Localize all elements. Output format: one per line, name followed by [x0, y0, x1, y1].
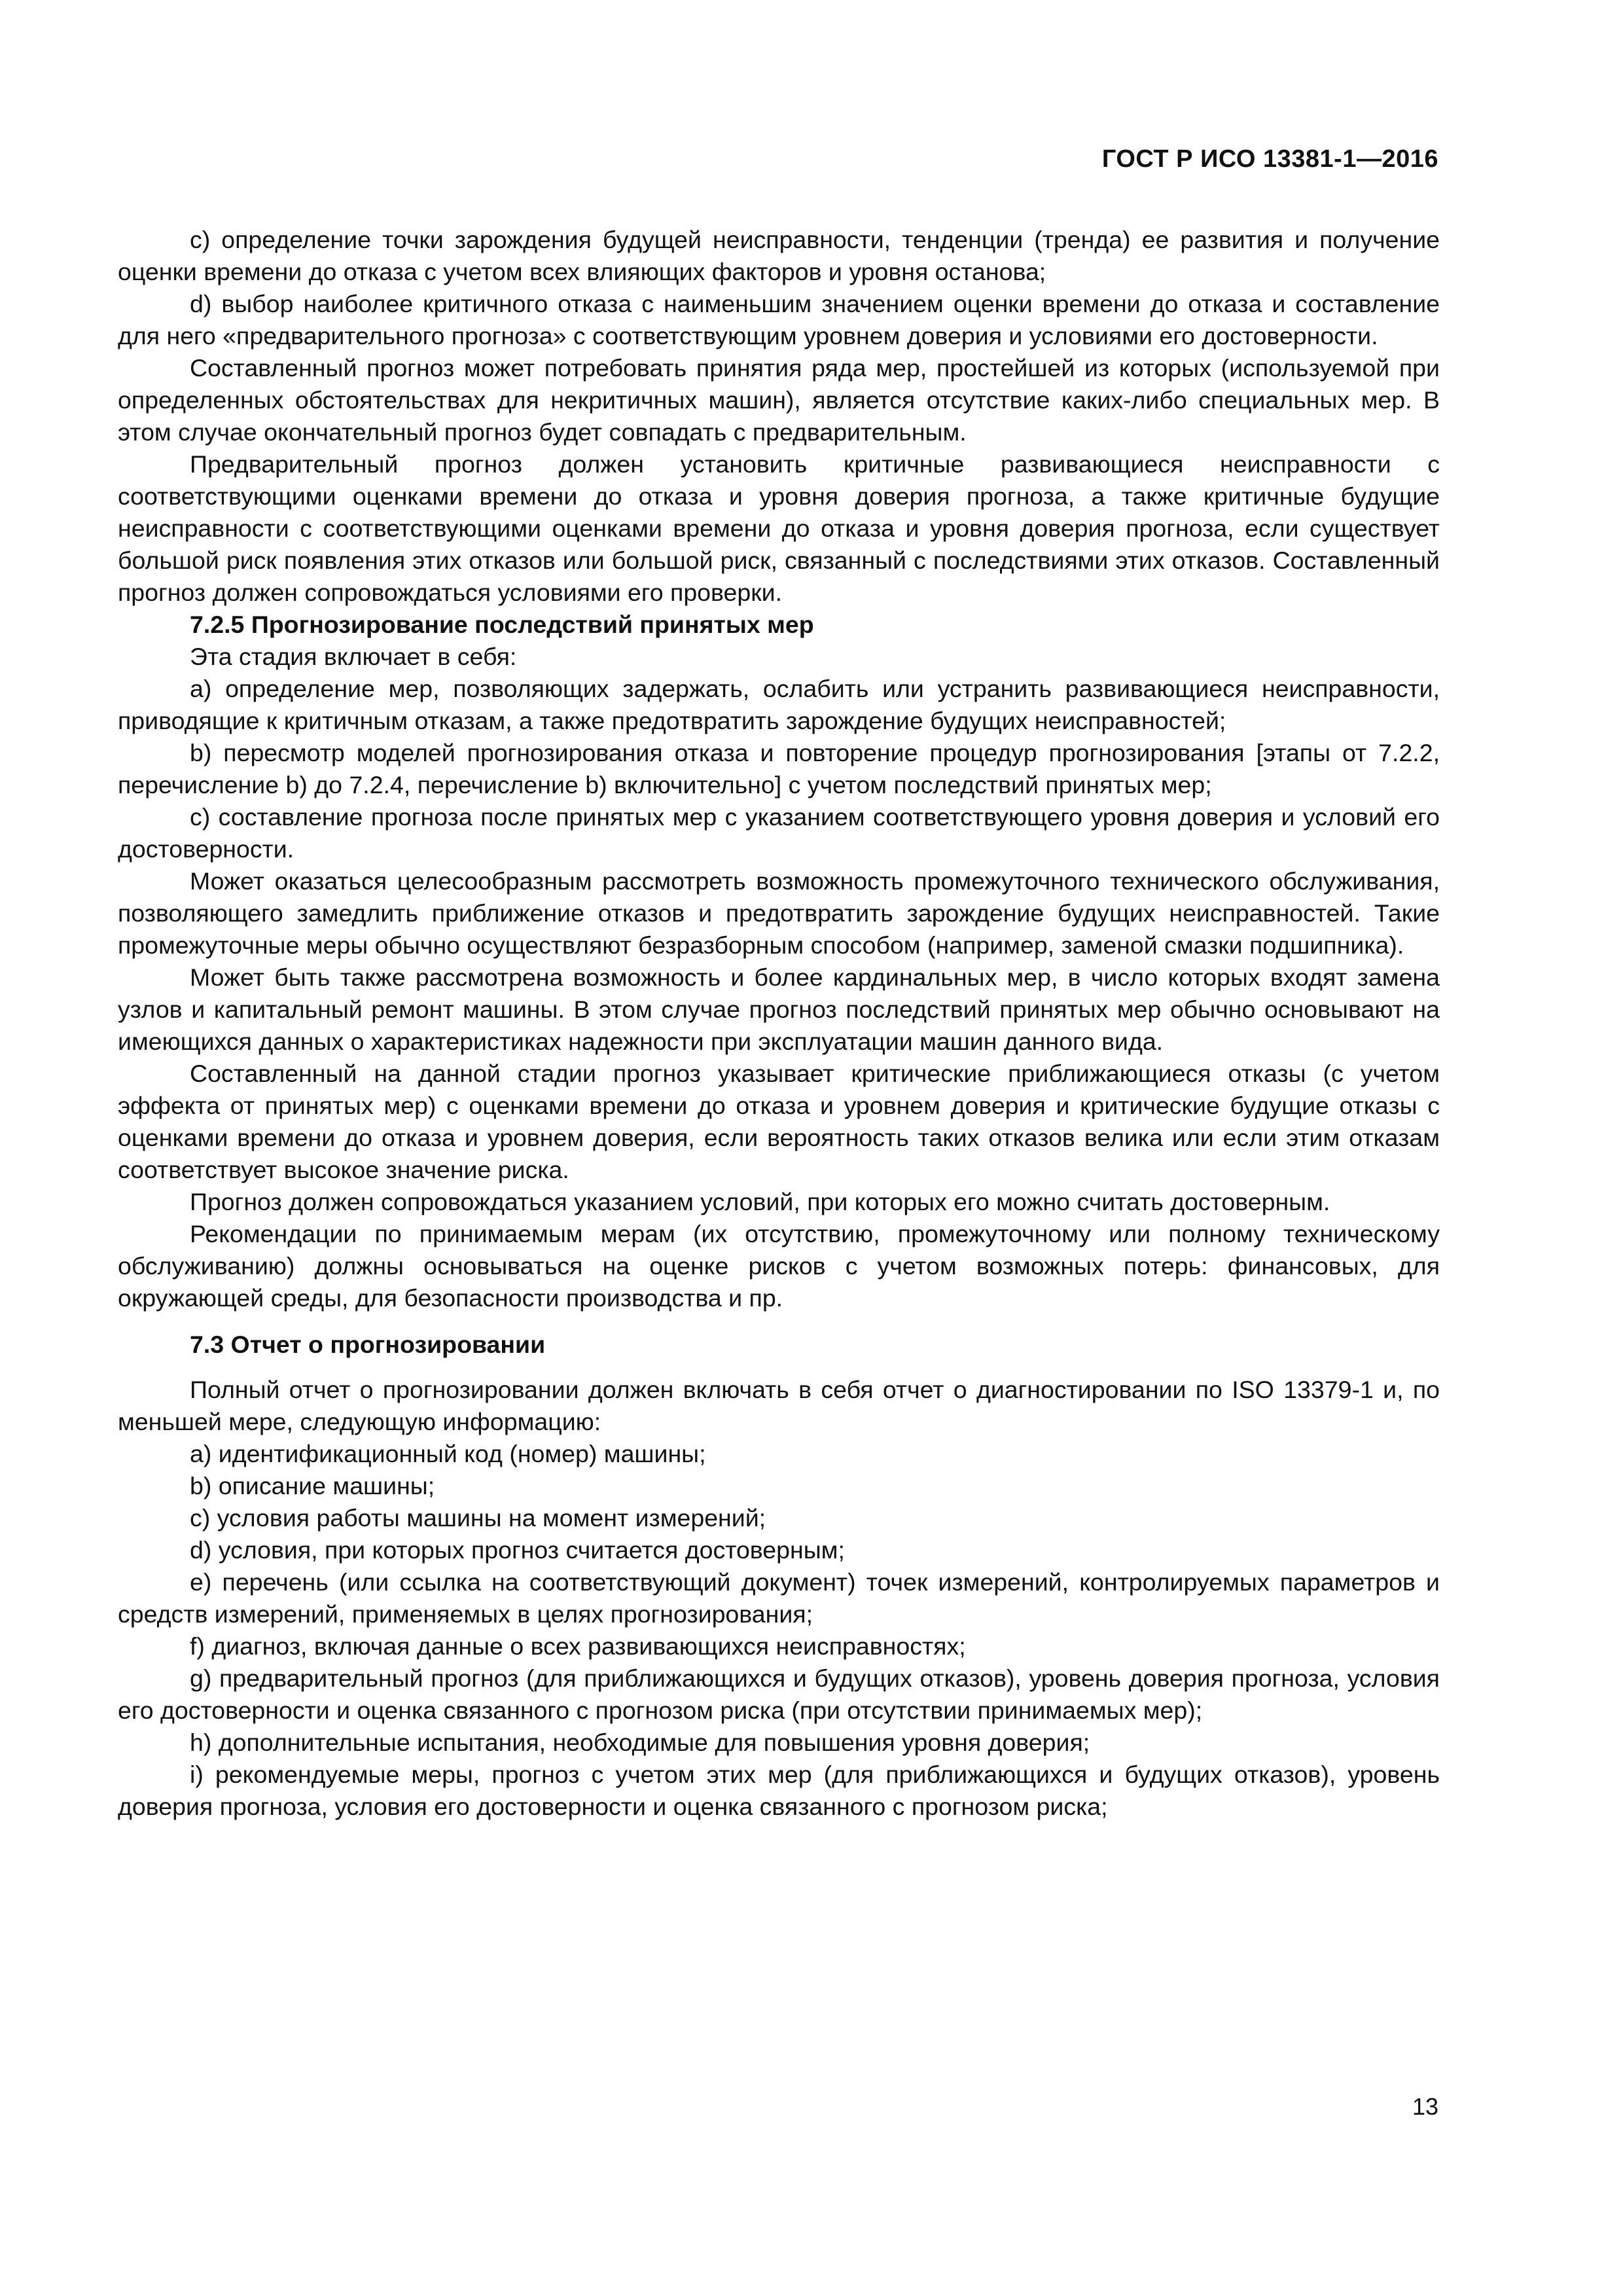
paragraph: Составленный на данной стадии прогноз указывает критические приближающиеся отказы (с учетом эффекта от принятых мер) с оценками времени до отказа и уровнем доверия и критические будущие отказы с оценками времени до отказа и уровнем доверия, если вероятность таких отказов велика или если этим отказам соответствует высокое значение риска.: [118, 1060, 1440, 1183]
list-item-d: d) условия, при которых прогноз считается достоверным;: [190, 1536, 845, 1564]
page-number: 13: [1412, 2093, 1438, 2120]
paragraph: Может оказаться целесообразным рассмотреть возможность промежуточного технического обслуживания, позволяющего замедлить приближение отказов и предотвратить зарождение будущих неисправностей. Такие промежуточные меры обычно осуществляют безразборным способом (например, заменой смазки подшипника).: [118, 867, 1440, 959]
list-item-b: b) описание машины;: [190, 1472, 435, 1499]
paragraph: Эта стадия включает в себя:: [190, 643, 517, 670]
list-item-b: b) пересмотр моделей прогнозирования отказа и повторение процедур прогнозирования [этапы от 7.2.2, перечисление b) до 7.2.4, перечисление b) включительно] с учетом последствий принятых мер;: [118, 739, 1440, 798]
list-item-c: c) составление прогноза после принятых мер с указанием соответствующего уровня доверия и условий его достоверности.: [118, 803, 1440, 863]
document-body: [118, 224, 1440, 1823]
list-item-i: i) рекомендуемые меры, прогноз с учетом этих мер (для приближающихся и будущих отказов), уровень доверия прогноза, условия его достоверности и оценка связанного с прогнозом риска;: [118, 1761, 1440, 1820]
list-item-e: e) перечень (или ссылка на соответствующий документ) точек измерений, контролируемых параметров и средств измерений, применяемых в целях прогнозирования;: [118, 1568, 1440, 1628]
list-item-g: g) предварительный прогноз (для приближающихся и будущих отказов), уровень доверия прогноза, условия его достоверности и оценка связанного с прогнозом риска (при отсутствии принимаемых мер);: [118, 1664, 1440, 1724]
list-item-d: d) выбор наиболее критичного отказа с наименьшим значением оценки времени до отказа и составление для него «предварительного прогноза» с соответствующим уровнем доверия и условиями его достоверности.: [118, 290, 1440, 350]
paragraph: Прогноз должен сопровождаться указанием условий, при которых его можно считать достоверным.: [190, 1188, 1330, 1215]
list-item-f: f) диагноз, включая данные о всех развивающихся неисправностях;: [190, 1632, 966, 1660]
paragraph: Составленный прогноз может потребовать принятия ряда мер, простейшей из которых (используемой при определенных обстоятельствах для некритичных машин), является отсутствие каких-либо специальных мер. В этом случае окончательный прогноз будет совпадать с предварительным.: [118, 354, 1440, 446]
list-item-c: c) условия работы машины на момент измерений;: [190, 1504, 766, 1532]
list-item-a: a) определение мер, позволяющих задержать, ослабить или устранить развивающиеся неисправности, приводящие к критичным отказам, а также предотвратить зарождение будущих неисправностей;: [118, 675, 1440, 734]
paragraph: Рекомендации по принимаемым мерам (их отсутствию, промежуточному или полному техническому обслуживанию) должны основываться на оценке рисков с учетом возможных потерь: финансовых, для окружающей среды, для безопасности производства и пр.: [118, 1220, 1440, 1312]
list-item-c: c) определение точки зарождения будущей неисправности, тенденции (тренда) ее развития и получение оценки времени до отказа с учетом всех влияющих факторов и уровня останова;: [118, 226, 1440, 285]
list-item-h: h) дополнительные испытания, необходимые для повышения уровня доверия;: [190, 1729, 1090, 1756]
paragraph: Может быть также рассмотрена возможность и более кардинальных мер, в число которых входят замена узлов и капитальный ремонт машины. В этом случае прогноз последствий принятых мер обычно основывают на имеющихся данных о характеристиках надежности при эксплуатации машин данного вида.: [118, 963, 1440, 1055]
section-heading-7-3: 7.3 Отчет о прогнозировании: [190, 1331, 546, 1358]
section-heading-7-2-5: 7.2.5 Прогнозирование последствий принятых мер: [190, 611, 814, 638]
document-id-header: ГОСТ Р ИСО 13381-1—2016: [1101, 145, 1438, 173]
paragraph: Предварительный прогноз должен установить критичные развивающиеся неисправности с соответствующими оценками времени до отказа и уровня доверия прогноза, а также критичные будущие неисправности с соответствующими оценками времени до отказа и уровня доверия прогноза, если существует большой риск появления этих отказов или большой риск, связанный с последствиями этих отказов. Составленный прогноз должен сопровождаться условиями его проверки.: [118, 450, 1440, 606]
paragraph: Полный отчет о прогнозировании должен включать в себя отчет о диагностировании по ISO 13379-1 и, по меньшей мере, следующую информацию:: [118, 1376, 1440, 1435]
list-item-a: a) идентификационный код (номер) машины;: [190, 1440, 706, 1467]
